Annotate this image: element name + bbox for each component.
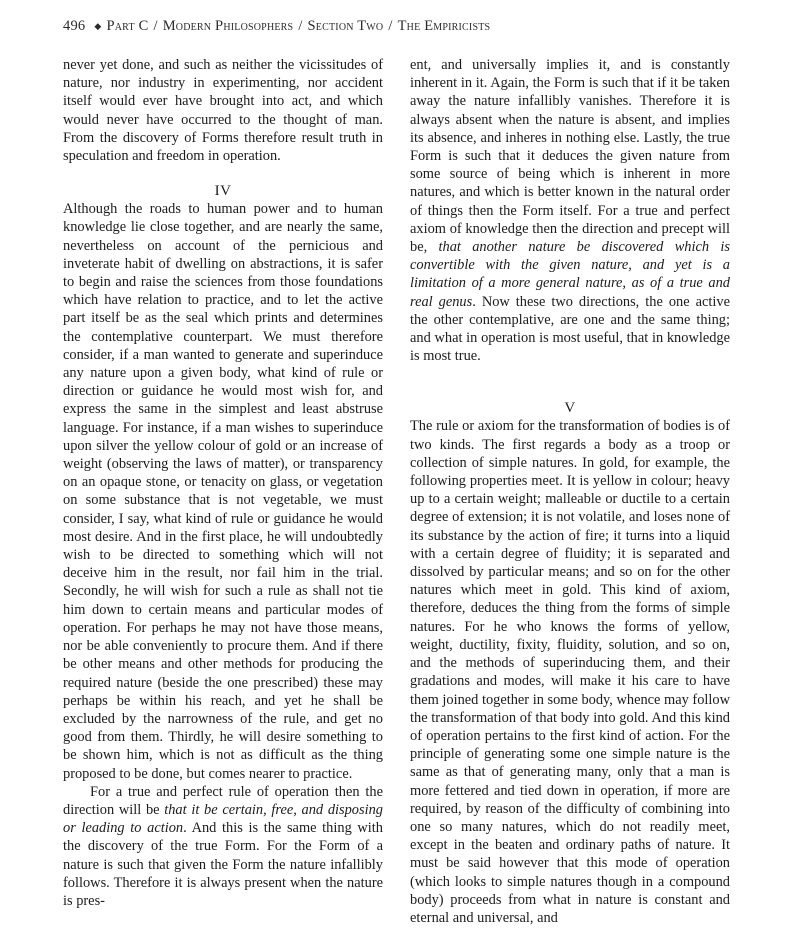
left-column <box>63 56 383 910</box>
right-column <box>410 56 730 927</box>
paragraph-iv-1: Although the roads to human power and to human knowledge lie close together, and are nearly the same, nevertheless on account of the pernicious and inveterate habit of dwelling on abstractions, it is safer to begin and raise the sciences from those foundations which have relation to practice, and to let the active part itself be as the seal which prints and determines the contemplative counterpart. We must therefore consider, if a man wanted to generate and superinduce any nature upon a given body, what kind of rule or direction or guidance he would most wish for, and express the same in the simplest and least abstruse language. For instance, if a man wishes to superinduce upon silver the yellow colour of gold or an increase of weight (observing the laws of matter), or transparency on an opaque stone, or tenacity on glass, or vegetation on some substance that is not vegetable, we must consider, I say, what kind of rule or guidance he would most desire. And in the first place, he will undoubtedly wish to be directed to something which will not deceive him in the result, nor fail him in the trial. Secondly, he will wish for such a rule as shall not tie him down to certain means and particular modes of operation. For perhaps he may not have those means, nor be able conveniently to procure them. And if there be other means and other methods for producing the required nature (beside the one prescribed) these may perhaps be within his reach, and yet he shall be excluded by the narrowness of the rule, and get no good from them. Thirdly, he will desire something to be shown him, which is not as difficult as the thing proposed to be done, but comes nearer to practice. <box>63 201 383 782</box>
section-label-empiricists: The Empiricists <box>397 18 491 34</box>
separator: / <box>153 18 158 34</box>
section-heading-v: V <box>564 400 576 417</box>
separator: / <box>388 18 393 34</box>
running-head <box>63 16 743 37</box>
paragraph-v-1: The rule or axiom for the transformation of bodies is of two kinds. The first regards a body as a troop or collection of simple natures. In gold, for example, the following properties meet. It is yellow in colour; heavy up to a certain weight; malleable or ductile to a certain degree of extension; it is not volatile, and loses none of its substance by the action of fire; it turns into a liquid with a certain degree of fluidity; it is separated and dissolved by particular means; and so on for the other natures which meet in gold. This kind of axiom, therefore, deduces the thing from the forms of simple natures. For he who knows the forms of yellow, weight, ductility, fixity, fluidity, solution, and so on, and the methods of superinducing them, and their gradations and modes, will make it his care to have them joined together in some body, whence may follow the transformation of that body into gold. And this kind of operation pertains to the first kind of action. For the principle of generating some one simple nature is the same as that of generating many, only that a man is more fettered and tied down in operation, if more are required, by reason of the difficulty of combining into one so many natures, which do not readily meet, except in the beaten and ordinary paths of nature. It must be said however that this mode of operation (which looks to simple natures though in a compound body) proceeds from what in nature is constant and eternal and universal, and <box>410 418 730 926</box>
paragraph-iv-2 <box>63 783 383 910</box>
part-label: Part C <box>106 18 149 34</box>
page-number: 496 <box>63 18 86 34</box>
right-text-b: . Now these two directions, the one active the other contemplative, are one and the same thing; and what in operation is most useful, that in knowledge is most true. <box>410 293 730 365</box>
section-label-section-two: Section Two <box>307 18 384 34</box>
right-emphasis: that another nature be discovered which is convertible with the given nature, and yet is a limitation of a more general nature, as of a true and real genus <box>410 239 731 310</box>
continued-paragraph: never yet done, and such as neither the vicissitudes of nature, nor industry in experimenting, nor accident itself would ever have brought into act, and which would never have occurred to the thought of man. From the discovery of Forms therefore result truth in speculation and freedom in operation. <box>63 57 383 165</box>
right-text-a: ent, and universally implies it, and is constantly inherent in it. Again, the Form is such that if it be taken away the nature infallibly vanishes. Therefore it is always absent when the nature is absent, and implies its absence, and inheres in nothing else. Lastly, the true Form is such that it deduces the given nature from some source of being which is inherent in more natures, and which is better known in the natural order of things then the Form itself. For a true and perfect axiom of knowledge then the direction and precept will be, <box>410 57 730 256</box>
paragraph-iv-2-text-b: . And this is the same thing with the discovery of the true Form. For the Form of a nature is such that given the Form the nature infallibly follows. Therefore it is always present when the nature is pres- <box>63 820 384 909</box>
section-heading-iv: IV <box>214 183 232 200</box>
separator: / <box>298 18 303 34</box>
paragraph-iv-2-emphasis: that it be certain, free, and disposing or leading to action <box>63 801 383 837</box>
section-label-modern-philosophers: Modern Philosophers <box>162 18 294 34</box>
diamond-ornament-icon: ◆ <box>94 21 102 31</box>
continued-paragraph-right <box>410 56 730 365</box>
paragraph-iv-2-text-a: For a true and perfect rule of operation then the direction will be <box>63 783 383 818</box>
